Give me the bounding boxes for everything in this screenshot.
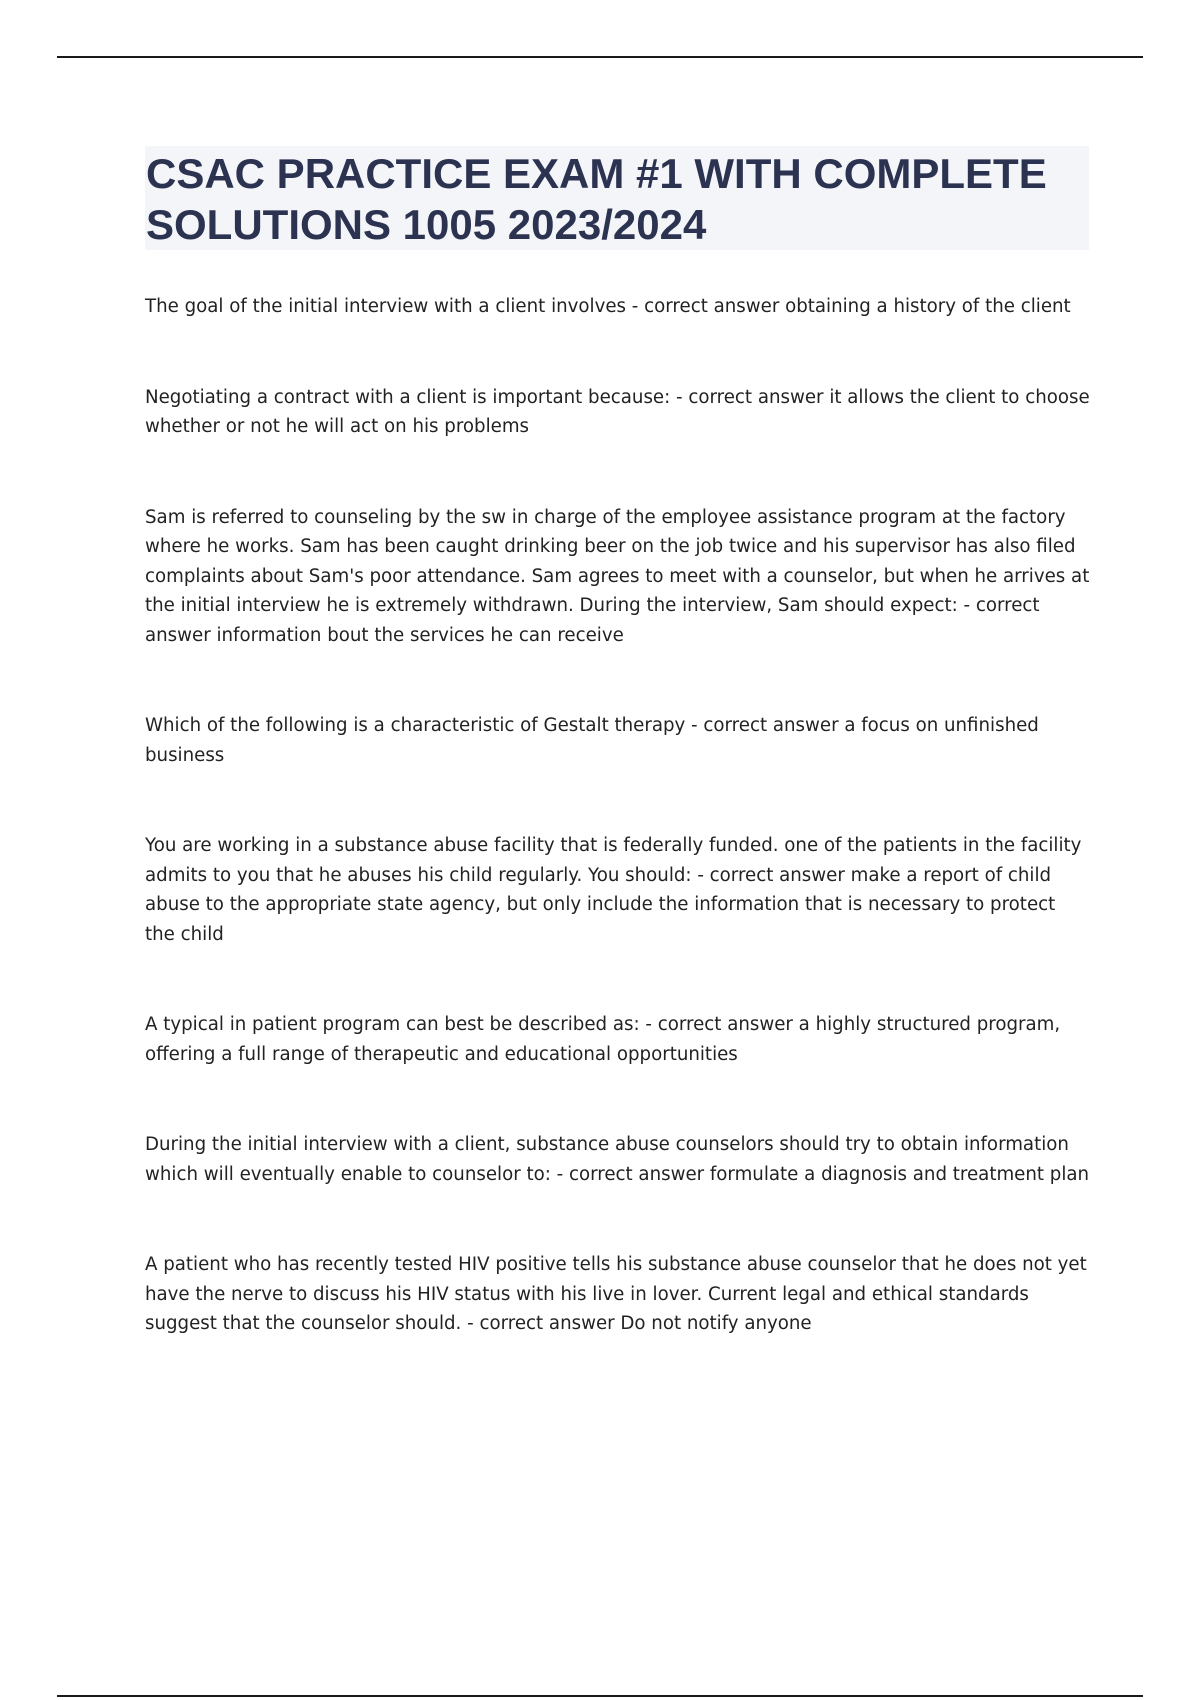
question-list [145,292,1090,1339]
question-answer-1: The goal of the initial interview with a client involves - correct answer obtaining a history of the client [145,296,1071,317]
top-divider [57,56,1143,58]
question-answer-7: During the initial interview with a client, substance abuse counselors should try to obtain information which will eventually enable to counselor to: - correct answer formulate a diagnosis and treatment plan [145,1134,1090,1185]
question-answer-3: Sam is referred to counseling by the sw in charge of the employee assistance program at the factory where he works. Sam has been caught drinking beer on the job twice and his supervisor has also filed complaints about Sam's poor attendance. Sam agrees to meet with a counselor, but when he arrives at the initial interview he is extremely withdrawn. During the interview, Sam should expect: - correct answer information bout the services he can receive [145,506,1090,646]
bottom-divider [57,1695,1143,1697]
question-answer-8: A patient who has recently tested HIV positive tells his substance abuse counselor that he does not yet have the nerve to discuss his HIV status with his live in lover. Current legal and ethical standards suggest that the counselor should. - correct answer Do not notify anyone [145,1254,1087,1334]
question-answer-2: Negotiating a contract with a client is important because: - correct answer it allows the client to choose whether or not he will act on his problems [145,386,1090,437]
document-title: CSAC PRACTICE EXAM #1 WITH COMPLETE SOLUTIONS 1005 2023/2024 [146,150,1047,248]
title-banner [145,146,1089,250]
question-answer-5: You are working in a substance abuse facility that is federally funded. one of the patients in the facility admits to you that he abuses his child regularly. You should: - correct answer make a report of child abuse to the appropriate state agency, but only include the information that is necessary to protect the child [145,835,1082,945]
question-answer-4: Which of the following is a characteristic of Gestalt therapy - correct answer a focus on unfinished business [145,715,1039,766]
question-answer-6: A typical in patient program can best be described as: - correct answer a highly structured program, offering a full range of therapeutic and educational opportunities [145,1014,1061,1065]
